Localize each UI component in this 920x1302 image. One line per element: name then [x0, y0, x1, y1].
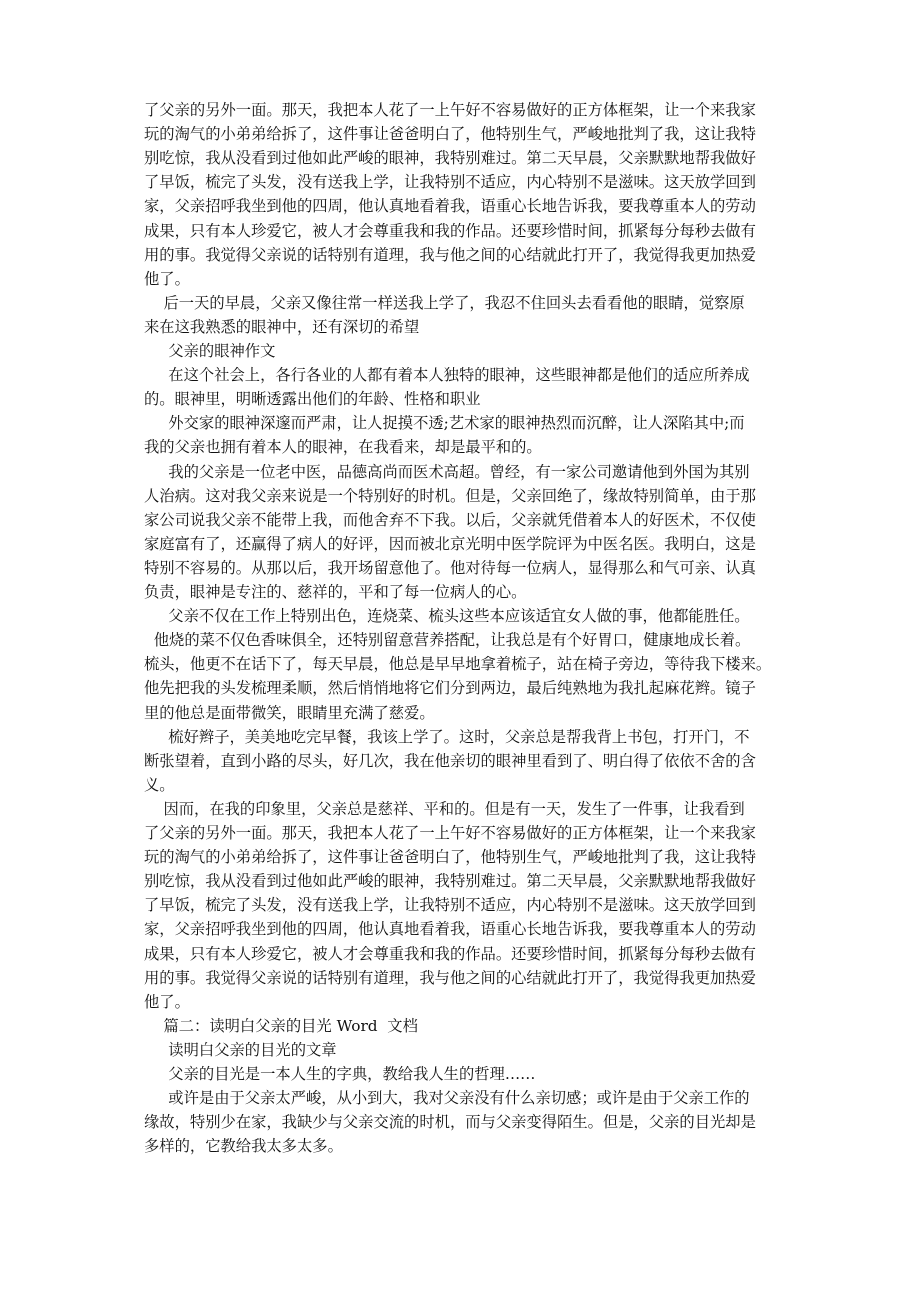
text-line: 成果，只有本人珍爱它，被人才会尊重我和我的作品。还要珍惜时间，抓紧每分每秒去做有 — [144, 944, 756, 963]
text-line: 多样的，它教给我太多太多。 — [144, 1137, 343, 1156]
text-line: 断张望着，直到小路的尽头，好几次，我在他亲切的眼神里看到了、明白得了依依不舍的含 — [144, 751, 756, 770]
text-line: 他烧的菜不仅色香味俱全，还特别留意营养搭配，让我总是有个好胃口，健康地成长着。 — [144, 631, 751, 650]
text-line: 因而，在我的印象里，父亲总是慈祥、平和的。但是有一天，发生了一件事，让我看到 — [144, 799, 745, 818]
text-line: 玩的淘气的小弟弟给拆了，这件事让爸爸明白了，他特别生气，严峻地批判了我，这让我特 — [144, 125, 756, 144]
text-line: 或许是由于父亲太严峻，从小到大，我对父亲没有什么亲切感；或许是由于父亲工作的 — [144, 1089, 750, 1108]
text-line: 父亲的眼神作文 — [144, 342, 276, 360]
text-line: 他了。 — [144, 269, 190, 288]
text-line: 特别不容易的。从那以后，我开场留意他了。他对待每一位病人，显得那么和气可亲、认真 — [144, 558, 756, 577]
text-line: 负责，眼神是专注的、慈祥的，平和了每一位病人的心。 — [144, 583, 527, 601]
text-line: 别吃惊，我从没看到过他如此严峻的眼神，我特别难过。第二天早晨，父亲默默地帮我做好 — [144, 149, 756, 168]
text-line: 缘故，特别少在家，我缺少与父亲交流的时机，而与父亲变得陌生。但是，父亲的目光却是 — [144, 1113, 756, 1132]
text-line: 外交家的眼神深邃而严肃，让人捉摸不透;艺术家的眼神热烈而沉醉，让人深陷其中;而 — [144, 414, 745, 433]
text-line: 他了。 — [144, 992, 190, 1011]
text-line: 用的事。我觉得父亲说的话特别有道理，我与他之间的心结就此打开了，我觉得我更加热爱 — [144, 245, 756, 264]
text-line: 来在这我熟悉的眼神中，还有深切的希望 — [144, 317, 420, 336]
text-line: 家公司说我父亲不能带上我，而他舍弃不下我。以后，父亲就凭借着本人的好医术，不仅使 — [144, 510, 756, 529]
text-line: 父亲的目光是一本人生的字典，教给我人生的哲理…… — [144, 1065, 536, 1083]
text-line: 家庭富有了，还赢得了病人的好评，因而被北京光明中医学院评为中医名医。我明白，这是 — [144, 534, 756, 553]
text-line: 梳好辫子，美美地吃完早餐，我该上学了。这时，父亲总是帮我背上书包，打开门，不 — [144, 727, 750, 746]
text-line: 的。眼神里，明晰透露出他们的年龄、性格和职业 — [144, 390, 481, 409]
text-line: 梳头，他更不在话下了，每天早晨，他总是早早地拿着梳子，站在椅子旁边，等待我下楼来。 — [144, 655, 772, 674]
text-line: 了早饭，梳完了头发，没有送我上学，让我特别不适应，内心特别不是滋味。这天放学回到 — [144, 896, 756, 915]
text-line: 了父亲的另外一面。那天，我把本人花了一上午好不容易做好的正方体框架，让一个来我家 — [144, 824, 756, 842]
text-line: 用的事。我觉得父亲说的话特别有道理，我与他之间的心结就此打开了，我觉得我更加热爱 — [144, 968, 756, 987]
text-line: 他先把我的头发梳理柔顺，然后悄悄地将它们分到两边，最后纯熟地为我扎起麻花辫。镜子 — [144, 679, 756, 698]
text-line: 我的父亲是一位老中医，品德高尚而医术高超。曾经，有一家公司邀请他到外国为其别 — [144, 462, 750, 481]
text-line: 父亲不仅在工作上特别出色，连烧菜、梳头这些本应该适宜女人做的事，他都能胜任。 — [144, 607, 750, 626]
text-line: 玩的淘气的小弟弟给拆了，这件事让爸爸明白了，他特别生气，严峻地批判了我，这让我特 — [144, 848, 756, 867]
text-line: 人治病。这对我父亲来说是一个特别好的时机。但是，父亲回绝了，缘故特别简单，由于那 — [144, 486, 756, 505]
text-line: 成果，只有本人珍爱它，被人才会尊重我和我的作品。还要珍惜时间，抓紧每分每秒去做有 — [144, 221, 756, 240]
text-line: 义。 — [144, 775, 175, 794]
text-line: 了早饭，梳完了头发，没有送我上学，让我特别不适应，内心特别不是滋味。这天放学回到 — [144, 173, 756, 192]
text-line: 家，父亲招呼我坐到他的四周，他认真地看着我，语重心长地告诉我，要我尊重本人的劳动 — [144, 920, 756, 939]
text-line: 别吃惊，我从没看到过他如此严峻的眼神，我特别难过。第二天早晨，父亲默默地帮我做好 — [144, 872, 756, 891]
text-line: 里的他总是面带微笑，眼睛里充满了慈爱。 — [144, 703, 435, 722]
text-line: 我的父亲也拥有着本人的眼神，在我看来，却是最平和的。 — [144, 438, 542, 457]
text-line: 篇二：读明白父亲的目光 Word 文档 — [144, 1016, 418, 1035]
text-line: 后一天的早晨，父亲又像往常一样送我上学了，我忍不住回头去看看他的眼睛，觉察原 — [144, 293, 745, 312]
text-line: 读明白父亲的目光的文章 — [144, 1040, 337, 1059]
text-line: 在这个社会上，各行各业的人都有着本人独特的眼神，这些眼神都是他们的适应所养成 — [144, 366, 750, 385]
text-line: 家，父亲招呼我坐到他的四周，他认真地看着我，语重心长地告诉我，要我尊重本人的劳动 — [144, 197, 756, 216]
text-line: 了父亲的另外一面。那天，我把本人花了一上午好不容易做好的正方体框架，让一个来我家 — [144, 101, 756, 119]
